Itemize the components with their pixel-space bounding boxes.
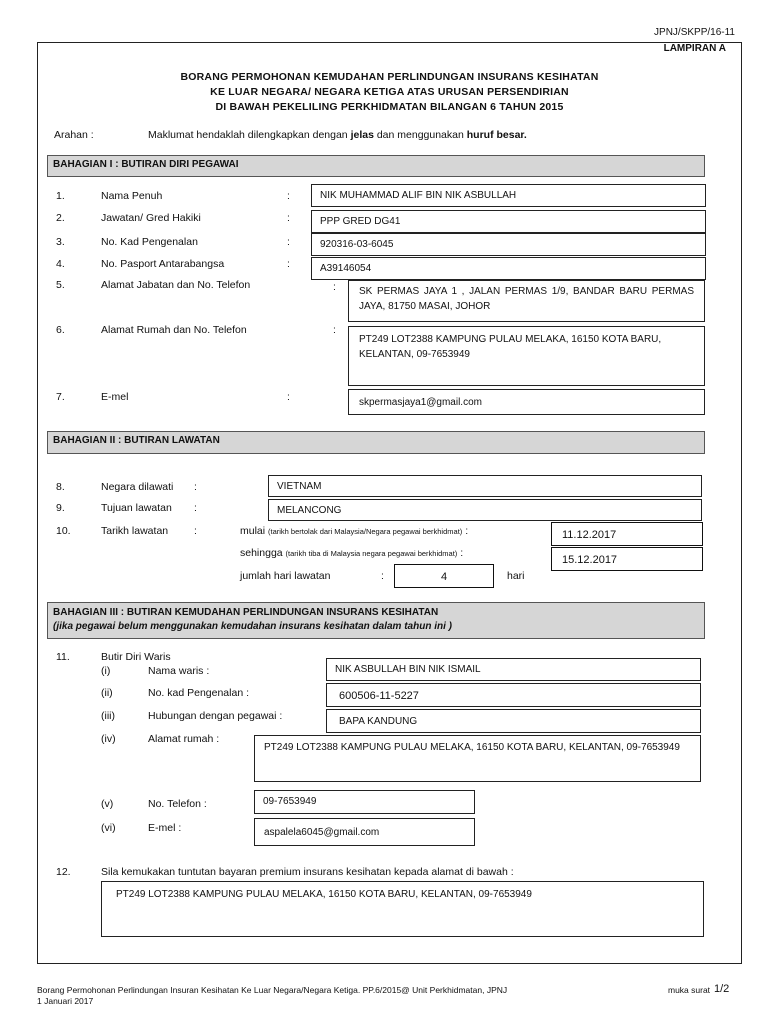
footer-text: Borang Permohonan Perlindungan Insuran Kesihatan Ke Luar Negara/Negara Ketiga. PP.6/2015@ Unit Perkhidmatan, JPNJ <box>37 985 508 995</box>
item4-colon: : <box>287 258 290 270</box>
days-unit-label: hari <box>507 570 525 582</box>
item9-label: Tujuan lawatan <box>101 502 172 514</box>
instruction-label: Arahan : <box>54 129 94 141</box>
item11-label: Butir Diri Waris <box>101 651 171 663</box>
page-label: muka surat <box>668 985 711 995</box>
end-date-label: sehingga (tarikh tiba di Malaysia negara pegawai berkhidmat) : <box>240 547 464 559</box>
start-date-label: mulai (tarikh bertolak dari Malaysia/Negara pegawai berkhidmat) : <box>240 525 469 537</box>
item3-label: No. Kad Pengenalan <box>101 236 198 248</box>
heir-relation-label: Hubungan dengan pegawai : <box>148 710 283 722</box>
heir-email-field[interactable]: aspalela6045@gmail.com <box>254 818 475 846</box>
position-grade-field[interactable]: PPP GRED DG41 <box>311 210 706 233</box>
item2-num: 2. <box>56 212 65 224</box>
section1-heading: BAHAGIAN I : BUTIRAN DIRI PEGAWAI <box>47 155 705 177</box>
item7-num: 7. <box>56 391 65 403</box>
form-title-line2: KE LUAR NEGARA/ NEGARA KETIGA ATAS URUSAN PERSENDIRIAN <box>210 86 569 98</box>
claim-address-field[interactable]: PT249 LOT2388 KAMPUNG PULAU MELAKA, 16150 KOTA BARU, KELANTAN, 09-7653949 <box>101 881 704 937</box>
heir-ic-label: No. kad Pengenalan : <box>148 687 249 699</box>
lampiran-label: LAMPIRAN A <box>663 43 726 54</box>
item4-num: 4. <box>56 258 65 270</box>
heir-address-label: Alamat rumah : <box>148 733 220 745</box>
item9-colon: : <box>194 502 197 514</box>
item5-num: 5. <box>56 279 65 291</box>
item8-label: Negara dilawati <box>101 481 174 493</box>
ic-number-field[interactable]: 920316-03-6045 <box>311 233 706 256</box>
item6-label: Alamat Rumah dan No. Telefon <box>101 324 247 336</box>
heir-relation-field[interactable]: BAPA KANDUNG <box>326 709 701 733</box>
item6-colon: : <box>333 324 336 336</box>
heir-relation-roman: (iii) <box>101 710 115 722</box>
item11-num: 11. <box>56 651 70 663</box>
home-address-field[interactable]: PT249 LOT2388 KAMPUNG PULAU MELAKA, 16150 KOTA BARU, KELANTAN, 09-7653949 <box>348 326 705 386</box>
item4-label: No. Pasport Antarabangsa <box>101 258 225 270</box>
page-number: 1/2 <box>714 983 730 995</box>
full-name-field[interactable]: NIK MUHAMMAD ALIF BIN NIK ASBULLAH <box>311 184 706 207</box>
total-days-colon: : <box>381 570 384 582</box>
item2-label: Jawatan/ Gred Hakiki <box>101 212 201 224</box>
total-days-label: jumlah hari lawatan <box>240 570 331 582</box>
item2-colon: : <box>287 212 290 224</box>
heir-phone-label: No. Telefon : <box>148 798 207 810</box>
item9-num: 9. <box>56 502 65 514</box>
document-ref: JPNJ/SKPP/16-11 <box>654 27 735 38</box>
form-title-line1: BORANG PERMOHONAN KEMUDAHAN PERLINDUNGAN INSURANS KESIHATAN <box>180 71 599 83</box>
heir-email-roman: (vi) <box>101 822 116 834</box>
item12-num: 12. <box>56 866 71 878</box>
item8-num: 8. <box>56 481 65 493</box>
country-visited-field[interactable]: VIETNAM <box>268 475 702 497</box>
item7-label: E-mel <box>101 391 129 403</box>
item1-colon: : <box>287 190 290 202</box>
item10-num: 10. <box>56 525 71 537</box>
item10-label: Tarikh lawatan <box>101 525 169 537</box>
section2-heading: BAHAGIAN II : BUTIRAN LAWATAN <box>47 431 705 454</box>
form-title-line3: DI BAWAH PEKELILING PERKHIDMATAN BILANGAN 6 TAHUN 2015 <box>215 101 564 113</box>
office-address-field[interactable]: SK PERMAS JAYA 1 , JALAN PERMAS 1/9, BANDAR BARU PERMAS JAYA, 81750 MASAI, JOHOR <box>348 280 705 322</box>
heir-ic-roman: (ii) <box>101 687 113 699</box>
item1-num: 1. <box>56 190 65 202</box>
instruction-text: Maklumat hendaklah dilengkapkan dengan jelas dan menggunakan huruf besar. <box>148 129 527 141</box>
heir-phone-field[interactable]: 09-7653949 <box>254 790 475 814</box>
heir-name-label: Nama waris : <box>148 665 210 677</box>
heir-name-roman: (i) <box>101 665 111 677</box>
heir-address-field[interactable]: PT249 LOT2388 KAMPUNG PULAU MELAKA, 16150 KOTA BARU, KELANTAN, 09-7653949 <box>254 735 701 782</box>
heir-phone-roman: (v) <box>101 798 114 810</box>
item5-label: Alamat Jabatan dan No. Telefon <box>101 279 251 291</box>
passport-number-field[interactable]: A39146054 <box>311 257 706 280</box>
heir-name-field[interactable]: NIK ASBULLAH BIN NIK ISMAIL <box>326 658 701 681</box>
item6-num: 6. <box>56 324 65 336</box>
item12-label: Sila kemukakan tuntutan bayaran premium insurans kesihatan kepada alamat di bawah : <box>101 866 514 878</box>
item3-colon: : <box>287 236 290 248</box>
email-field[interactable]: skpermasjaya1@gmail.com <box>348 389 705 415</box>
visit-purpose-field[interactable]: MELANCONG <box>268 499 702 521</box>
item5-colon: : <box>333 281 336 293</box>
item3-num: 3. <box>56 236 65 248</box>
item8-colon: : <box>194 481 197 493</box>
footer-date: 1 Januari 2017 <box>37 996 94 1006</box>
heir-ic-field[interactable]: 600506-11-5227 <box>326 683 701 707</box>
end-date-field[interactable]: 15.12.2017 <box>551 547 703 571</box>
start-date-field[interactable]: 11.12.2017 <box>551 522 703 546</box>
heir-email-label: E-mel : <box>148 822 182 834</box>
heir-address-roman: (iv) <box>101 733 116 745</box>
item1-label: Nama Penuh <box>101 190 163 202</box>
section3-heading: BAHAGIAN III : BUTIRAN KEMUDAHAN PERLINDUNGAN INSURANS KESIHATAN (jika pegawai belum menggunakan kemudahan insurans kesihatan dalam tahun ini ) <box>47 602 705 639</box>
item10-colon: : <box>194 525 197 537</box>
item7-colon: : <box>287 391 290 403</box>
total-days-field[interactable]: 4 <box>394 564 494 588</box>
